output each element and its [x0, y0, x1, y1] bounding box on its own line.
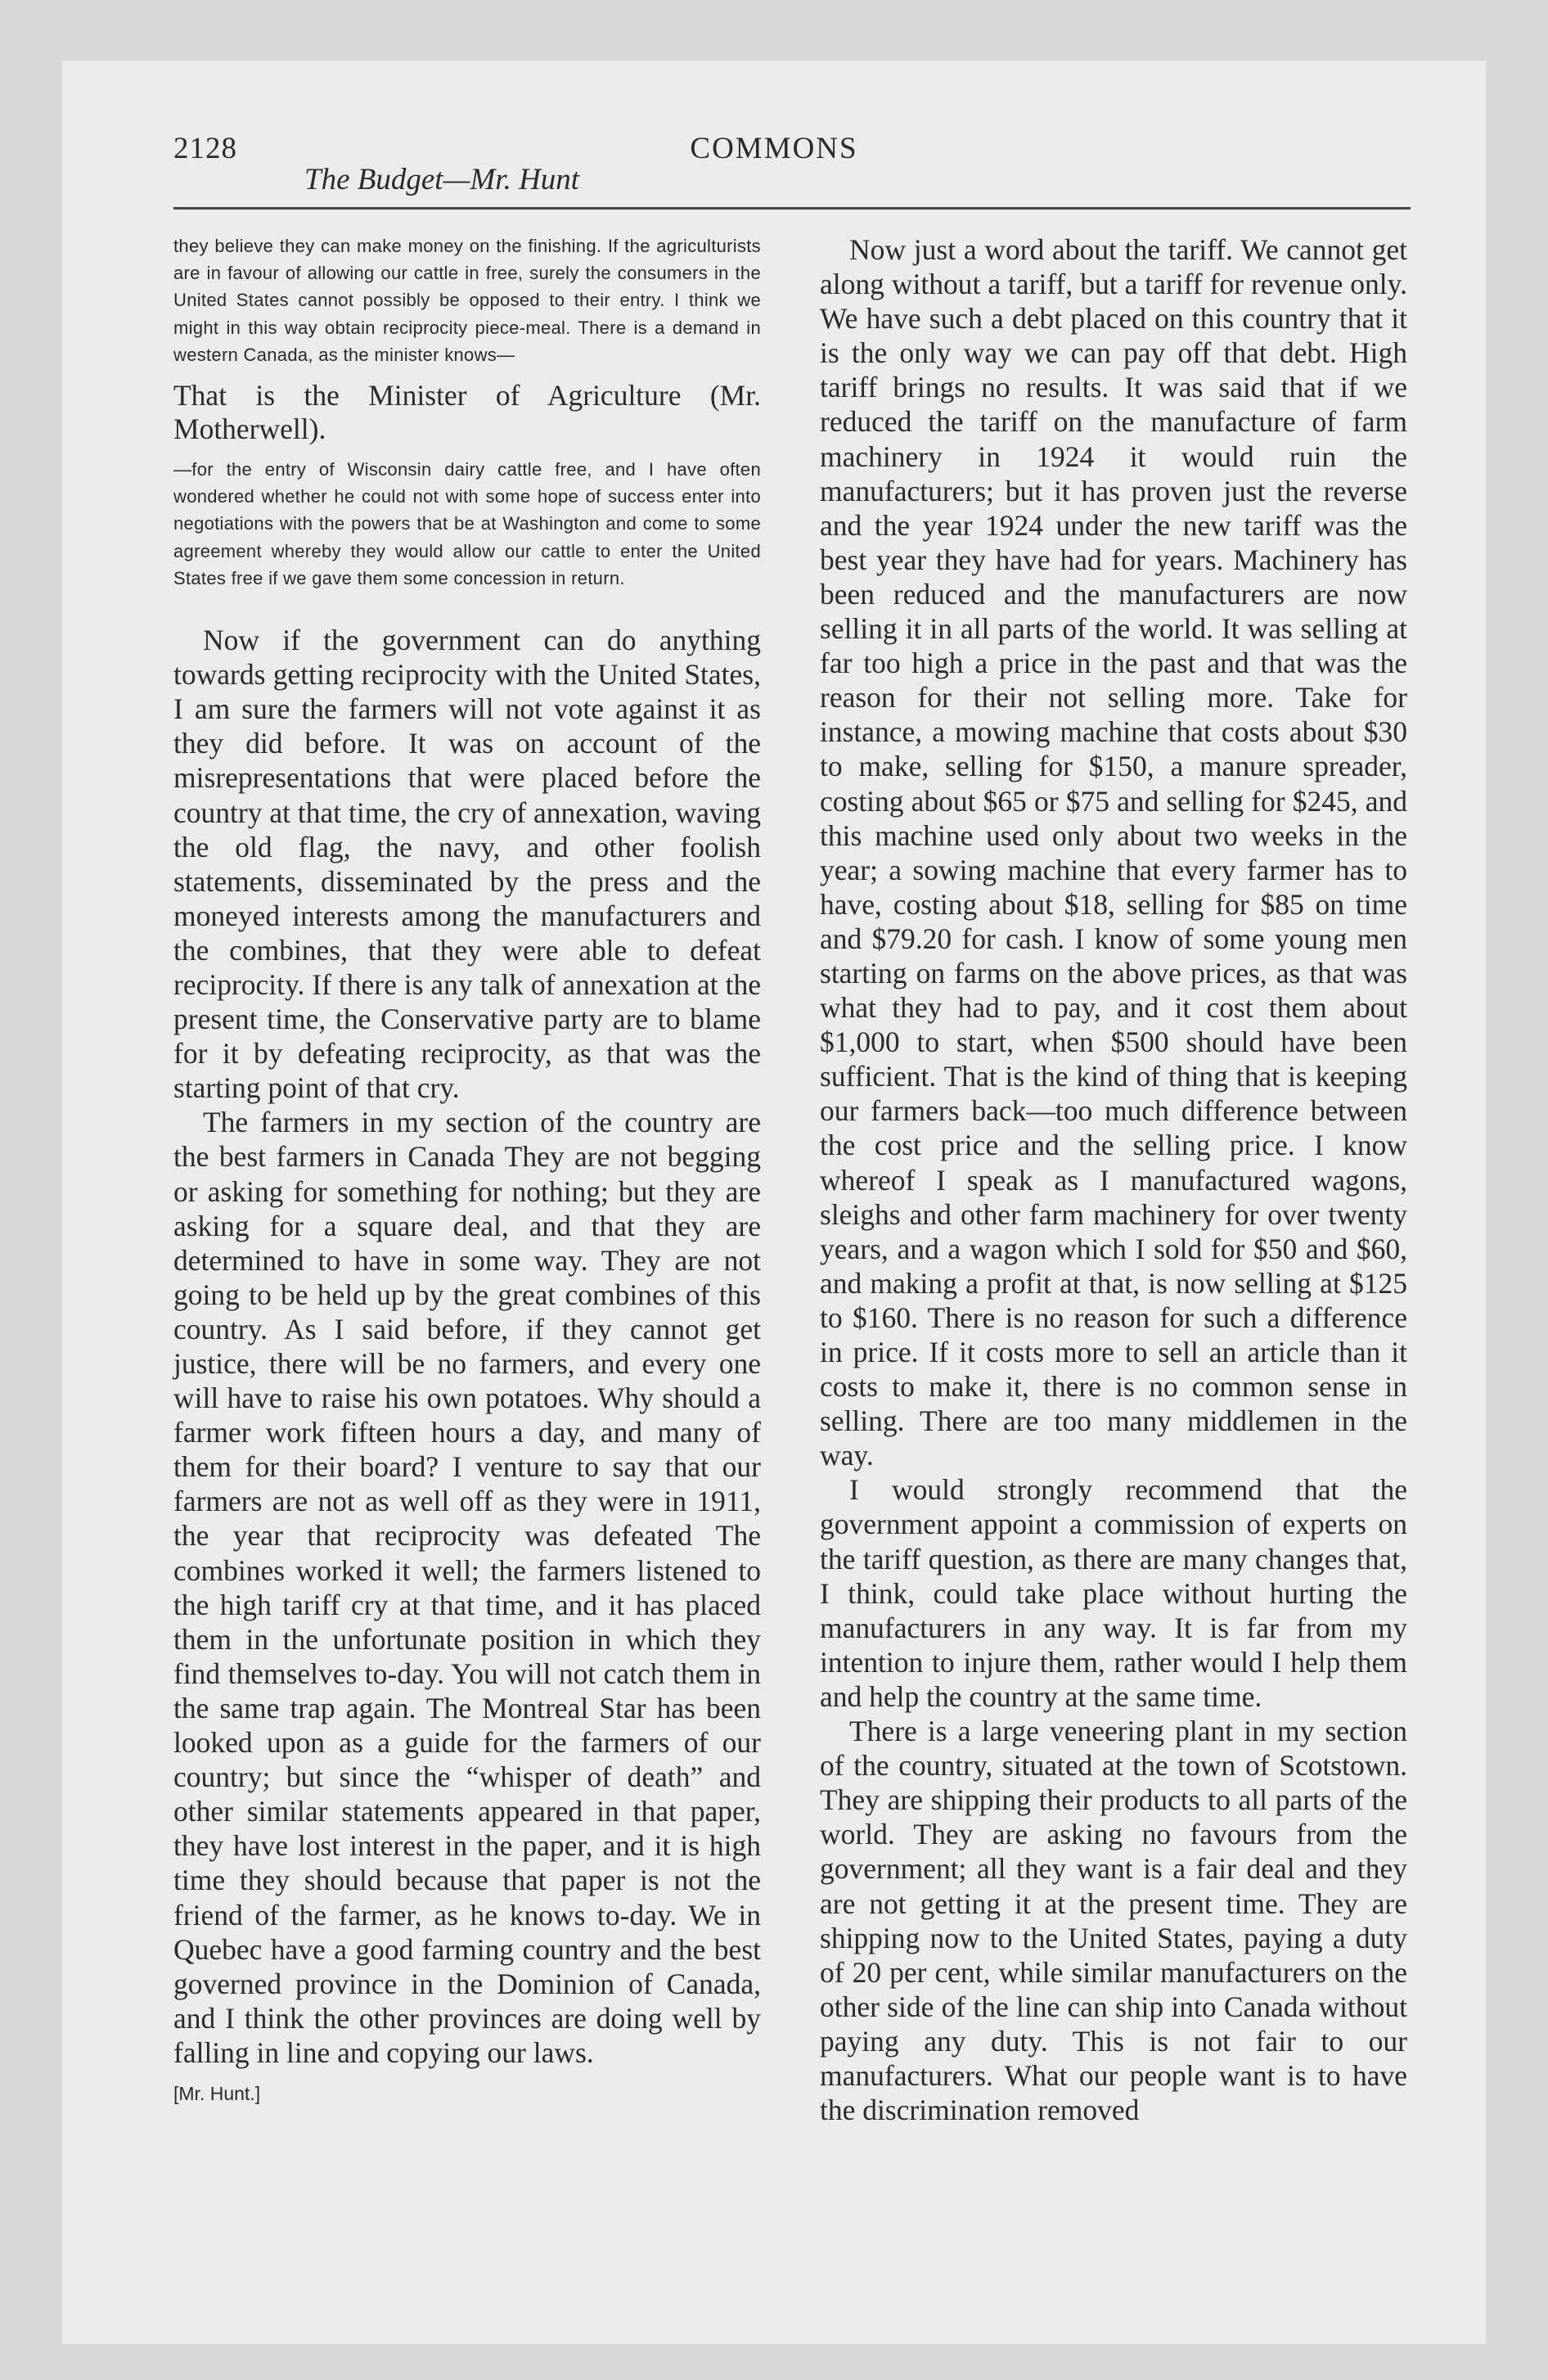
running-head: COMMONS — [690, 132, 858, 165]
paragraph-commission: I would strongly recommend that the government appoint a commission of experts on the tariff question, as there are many changes that, I think, could take place without hurting the manufacturers in any way. It is far from my intention to injure them, rather would I help them and help the country at the same time. — [820, 1473, 1407, 1713]
left-column — [173, 232, 761, 2105]
paragraph-farmers: The farmers in my section of the country are the best farmers in Canada They are not begging or asking for something for nothing; but they are asking for a square deal, and that they are determined to have in some way. They are not going to be held up by the great combines of this country. As I said before, if they cannot get justice, there will be no farmers, and every one will have to raise his own potatoes. Why should a farmer work fifteen hours a day, and many of them for their board? I venture to say that our farmers are not as well off as they were in 1911, the year that reciprocity was defeated The combines worked it well; the farmers listened to the high tariff cry at that time, and it has placed them in the unfortunate position in which they find themselves to-day. You will not catch them in the same trap again. The Montreal Star has been looked upon as a guide for the farmers of our country; but since the “whisper of death” and other similar statements appeared in that paper, they have lost interest in the paper, and it is high time they should because that paper is not the friend of the farmer, as he knows to-day. We in Quebec have a good farming country and the best governed province in the Dominion of Canada, and I think the other provinces are doing well by falling in line and copying our laws. — [173, 1106, 761, 2069]
interjection: That is the Minister of Agriculture (Mr. Motherwell). — [173, 379, 761, 446]
speaker-attribution: [Mr. Hunt.] — [173, 2082, 261, 2104]
quoted-passage-1: they believe they can make money on the finishing. If the agriculturists are in favour of allowing our cattle in free, surely the consumers in the United States cannot possibly be opposed to their entry. I think we might in this way obtain reciprocity piece-meal. There is a demand in western Canada, as the minister knows— — [173, 236, 761, 365]
quoted-passage-2: —for the entry of Wisconsin dairy cattle free, and I have often wondered whether he could not with some hope of success enter into negotiations with the powers that be at Washington and come to some agreement whereby they would allow our cattle to enter the United States free if we gave them some concession in return. — [173, 459, 761, 588]
paragraph-tariff: Now just a word about the tariff. We cannot get along without a tariff, but a tariff for revenue only. We have such a debt placed on this country that it is the only way we can pay off that debt. High tariff brings no results. It was said that if we reduced the tariff on the manufacture of farm machinery in 1924 it would ruin the manufacturers; but it has proven just the reverse and the year 1924 under the new tariff was the best year they have had for years. Machinery has been reduced and the manufacturers are now selling it in all parts of the world. It was selling at far too high a price in the past and that was the reason for their not selling more. Take for instance, a mowing machine that costs about $30 to make, selling for $150, a manure spreader, costing about $65 or $75 and selling for $245, and this machine used only about two weeks in the year; a sowing machine that every farmer has to have, costing about $18, selling for $85 on time and $79.20 for cash. I know of some young men starting on farms on the above prices, as that was what they had to pay, and it cost them about $1,000 to start, when $500 should have been sufficient. That is the kind of thing that is keeping our farmers back—too much difference between the cost price and the selling price. I know whereof I speak as I manufactured wagons, sleighs and other farm machinery for over twenty years, and a wagon which I sold for $50 and $60, and making a profit at that, is now selling at $125 to $160. There is no reason for such a difference in price. If it costs more to sell an article than it costs to make it, there is no common sense in selling. There are too many middlemen in the way. — [820, 233, 1407, 1472]
right-column — [820, 232, 1407, 2127]
header-rule — [173, 207, 1411, 210]
running-title: The Budget—Mr. Hunt — [304, 163, 580, 196]
paragraph-reciprocity: Now if the government can do anything towards getting reciprocity with the United States, I am sure the farmers will not vote against it as they did before. It was on account of the misrepresentations that were placed before the country at that time, the cry of annexation, waving the old flag, the navy, and other foolish statements, disseminated by the press and the moneyed interests among the manufacturers and the combines, that they were able to defeat reciprocity. If there is any talk of annexation at the present time, the Conservative party are to blame for it by defeating reciprocity, as that was the starting point of that cry. — [173, 624, 761, 1105]
page-number: 2128 — [173, 132, 237, 165]
paragraph-veneering-plant: There is a large veneering plant in my section of the country, situated at the town of Scotstown. They are shipping their products to all parts of the world. They are asking no favours from the government; all they want is a fair deal and they are not getting it at the present time. They are shipping now to the United States, paying a duty of 20 per cent, while similar manufacturers on the other side of the line can ship into Canada without paying any duty. This is not fair to our manufacturers. What our people want is to have the discrimination removed — [820, 1715, 1407, 2127]
